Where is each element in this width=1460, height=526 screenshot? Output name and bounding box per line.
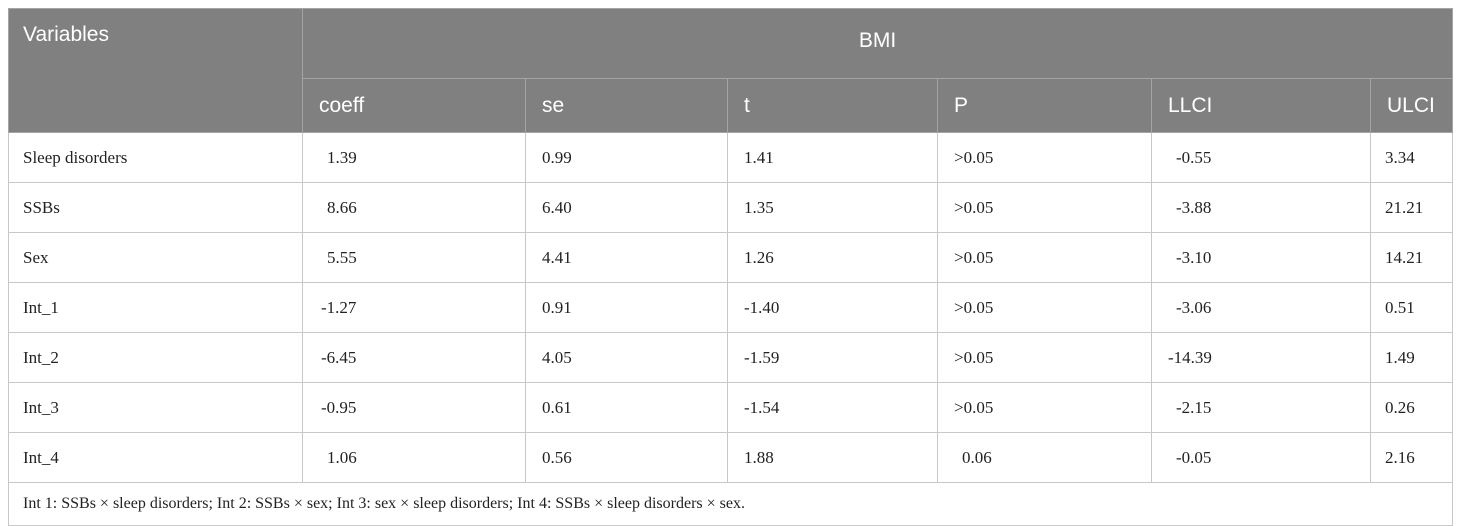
row-variable: SSBs — [9, 183, 303, 233]
cell-llci: -2.15 — [1152, 383, 1371, 433]
cell-t: -1.40 — [728, 283, 938, 333]
table-row — [9, 283, 1453, 333]
cell-llci: -3.88 — [1152, 183, 1371, 233]
table-row — [9, 333, 1453, 383]
cell-t: 1.26 — [728, 233, 938, 283]
cell-se: 0.99 — [526, 133, 728, 183]
column-header-t: t — [728, 79, 938, 133]
cell-p: >0.05 — [938, 283, 1152, 333]
column-header-p: P — [938, 79, 1152, 133]
cell-t: 1.41 — [728, 133, 938, 183]
cell-llci: -3.06 — [1152, 283, 1371, 333]
row-variable: Sex — [9, 233, 303, 283]
row-variable: Int_4 — [9, 433, 303, 483]
cell-t: -1.59 — [728, 333, 938, 383]
table-body — [9, 133, 1453, 483]
column-header-ulci: ULCI — [1371, 79, 1453, 133]
cell-ulci: 14.21 — [1371, 233, 1453, 283]
cell-ulci: 2.16 — [1371, 433, 1453, 483]
row-variable: Int_1 — [9, 283, 303, 333]
cell-ulci: 0.51 — [1371, 283, 1453, 333]
cell-se: 4.41 — [526, 233, 728, 283]
cell-ulci: 1.49 — [1371, 333, 1453, 383]
table-row — [9, 383, 1453, 433]
cell-coeff: -1.27 — [303, 283, 526, 333]
cell-coeff: 1.06 — [303, 433, 526, 483]
cell-t: 1.88 — [728, 433, 938, 483]
cell-se: 6.40 — [526, 183, 728, 233]
cell-se: 0.61 — [526, 383, 728, 433]
cell-p: >0.05 — [938, 383, 1152, 433]
cell-se: 4.05 — [526, 333, 728, 383]
cell-ulci: 21.21 — [1371, 183, 1453, 233]
column-header-se: se — [526, 79, 728, 133]
variables-header: Variables — [9, 9, 303, 133]
bmi-group-header: BMI — [303, 9, 1453, 79]
cell-coeff: -0.95 — [303, 383, 526, 433]
cell-llci: -0.55 — [1152, 133, 1371, 183]
cell-llci: -14.39 — [1152, 333, 1371, 383]
cell-p: >0.05 — [938, 333, 1152, 383]
cell-coeff: -6.45 — [303, 333, 526, 383]
table-row — [9, 133, 1453, 183]
regression-table — [8, 8, 1453, 526]
table-row — [9, 183, 1453, 233]
column-header-coeff: coeff — [303, 79, 526, 133]
cell-ulci: 3.34 — [1371, 133, 1453, 183]
table-row — [9, 433, 1453, 483]
cell-p: >0.05 — [938, 133, 1152, 183]
cell-se: 0.56 — [526, 433, 728, 483]
cell-coeff: 8.66 — [303, 183, 526, 233]
cell-ulci: 0.26 — [1371, 383, 1453, 433]
table-row — [9, 233, 1453, 283]
cell-t: -1.54 — [728, 383, 938, 433]
row-variable: Sleep disorders — [9, 133, 303, 183]
cell-llci: -0.05 — [1152, 433, 1371, 483]
cell-coeff: 1.39 — [303, 133, 526, 183]
cell-t: 1.35 — [728, 183, 938, 233]
table-footnote: Int 1: SSBs × sleep disorders; Int 2: SSBs × sex; Int 3: sex × sleep disorders; Int 4: SSBs × sleep disorders × sex. — [9, 483, 1453, 526]
cell-llci: -3.10 — [1152, 233, 1371, 283]
cell-coeff: 5.55 — [303, 233, 526, 283]
cell-se: 0.91 — [526, 283, 728, 333]
row-variable: Int_2 — [9, 333, 303, 383]
column-header-llci: LLCI — [1152, 79, 1371, 133]
cell-p: >0.05 — [938, 183, 1152, 233]
cell-p: 0.06 — [938, 433, 1152, 483]
row-variable: Int_3 — [9, 383, 303, 433]
cell-p: >0.05 — [938, 233, 1152, 283]
